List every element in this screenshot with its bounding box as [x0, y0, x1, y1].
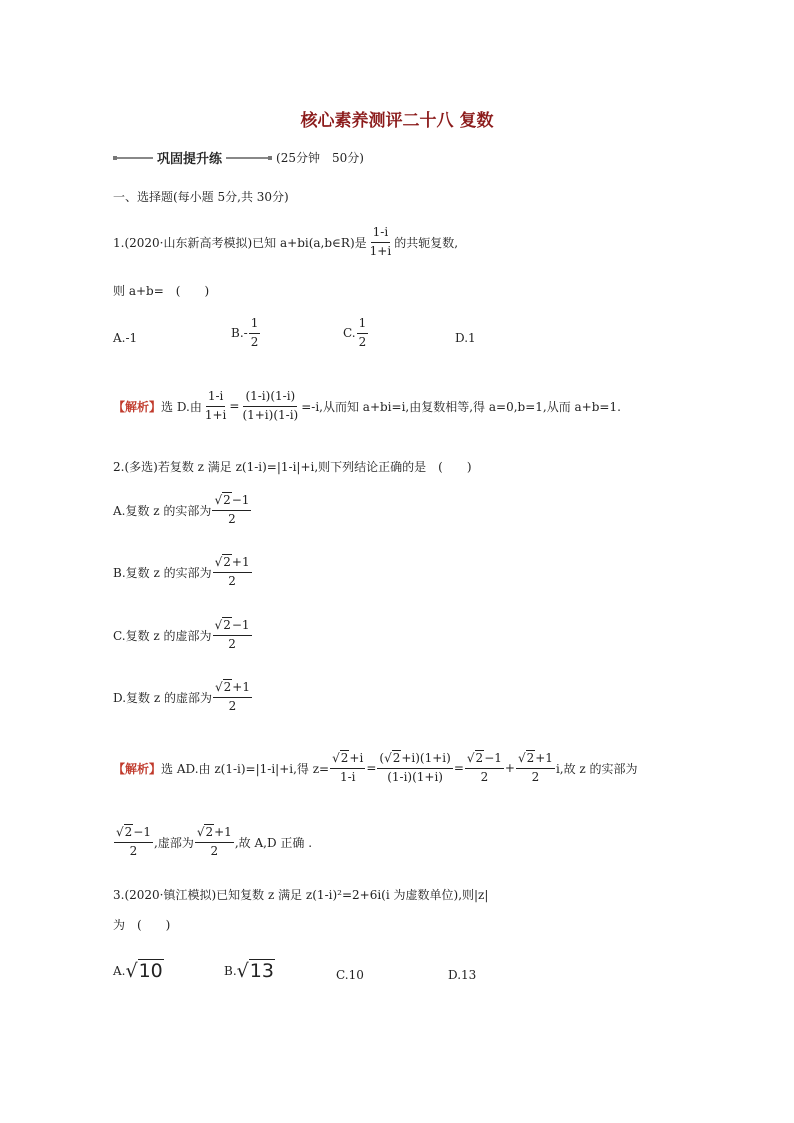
q1-option-c — [343, 317, 369, 350]
section-header — [113, 148, 364, 167]
q2-opt-a-rad: 2 — [223, 493, 231, 507]
a2-f6-den: 2 — [210, 843, 219, 858]
sqrt-icon: √ — [384, 751, 392, 765]
part-heading: 一、选择题(每小题 5分,共 30分) — [113, 190, 289, 204]
q2-opt-d-text: D.复数 z 的虚部为 — [113, 690, 212, 705]
a2-f1-rad: 2 — [340, 751, 349, 765]
sqrt-icon: √ — [466, 751, 475, 765]
q1-opt-b-num: 1 — [249, 317, 261, 334]
sqrt-icon: √ — [214, 618, 223, 632]
sqrt-icon: √ — [517, 751, 526, 765]
answer-2-tag: 【解析】 — [113, 761, 162, 776]
a2-f4-rad: 2 — [526, 751, 535, 765]
sqrt-icon: √ — [332, 751, 340, 765]
sqrt-icon: √ — [214, 555, 223, 569]
a2-f2-rad: 2 — [392, 751, 401, 765]
q1-frac-den: 1+i — [369, 243, 392, 258]
q1-fraction — [368, 226, 394, 259]
a1-text-1: 选 D.由 — [161, 399, 202, 414]
a2-f6-rad: 2 — [205, 825, 214, 839]
a2-plus: + — [504, 761, 515, 776]
q2-opt-c-den: 2 — [228, 636, 236, 651]
a2-f1-tail: +i — [349, 751, 364, 765]
sqrt-icon: √ — [125, 960, 138, 982]
a1-text-2: =-i,从而知 a+bi=i,由复数相等,得 a=0,b=1,从而 a+b=1. — [301, 399, 621, 414]
question-3-stem-b: 为 ( ) — [113, 918, 171, 932]
divider-dot-right — [268, 156, 272, 160]
a2-f4-den: 2 — [531, 769, 540, 784]
q1-option-b — [231, 317, 261, 350]
sqrt-icon: √ — [116, 825, 124, 839]
question-2-stem: 2.(多选)若复数 z 满足 z(1-i)=|1-i|+i,则下列结论正确的是 ( ) — [113, 460, 472, 474]
q3-opt-b-label: B. — [224, 964, 237, 978]
q2-opt-a-text: A.复数 z 的实部为 — [113, 503, 212, 518]
q2-opt-a-den: 2 — [228, 511, 236, 526]
q2-option-b — [113, 556, 253, 589]
sqrt-icon: √ — [196, 825, 205, 839]
answer-2 — [113, 752, 638, 785]
page-title: 核心素养测评二十八 复数 — [300, 111, 494, 131]
a2-f5-den: 2 — [129, 843, 138, 858]
answer-1-tag: 【解析】 — [113, 399, 162, 414]
a2-text-2: i,故 z 的实部为 — [555, 761, 638, 776]
a2-f3-tail: −1 — [484, 751, 502, 765]
q2-opt-d-tail: +1 — [232, 680, 250, 694]
q2-opt-a-tail: −1 — [231, 493, 250, 507]
q3-opt-a-label: A. — [113, 964, 126, 978]
q2-option-d — [113, 681, 253, 714]
a2-f2-den: (1-i)(1+i) — [387, 769, 443, 784]
a2-f3-rad: 2 — [475, 751, 484, 765]
q2-opt-b-tail: +1 — [231, 555, 250, 569]
q1-opt-b-den: 2 — [250, 334, 259, 349]
a1-f2-den: (1+i)(1-i) — [242, 407, 299, 422]
a2-eq-2: = — [453, 761, 464, 776]
a2-f6-tail: +1 — [214, 825, 232, 839]
q1-option-a: A.-1 — [113, 331, 138, 345]
a2-text-4: ,故 A,D 正确 . — [234, 835, 313, 850]
answer-2-line-2 — [113, 826, 312, 859]
q3-option-c: C.10 — [336, 968, 364, 982]
q1-text-b: 的共轭复数, — [394, 235, 459, 250]
q2-opt-d-den: 2 — [228, 698, 237, 713]
question-1-stem — [113, 226, 458, 259]
a2-text-1: 选 AD.由 z(1-i)=|1-i|+i,得 z= — [161, 761, 330, 776]
a1-f1-den: 1+i — [204, 407, 227, 422]
a2-f2-tail: +i)(1+i) — [401, 751, 451, 765]
q1-opt-c-prefix: C. — [343, 326, 356, 341]
q2-option-c — [113, 619, 253, 652]
question-3-stem: 3.(2020·镇江模拟)已知复数 z 满足 z(1-i)²=2+6i(i 为虚数单位),则|z| — [113, 888, 489, 902]
answer-1 — [113, 390, 621, 423]
q3-opt-b-rad: 13 — [249, 960, 274, 982]
sqrt-icon: √ — [214, 493, 223, 507]
a1-f2-num: (1-i)(1-i) — [243, 390, 297, 407]
a1-f1-num: 1-i — [206, 390, 226, 407]
q2-option-a — [113, 494, 252, 527]
q3-opt-a-rad: 10 — [138, 960, 163, 982]
section-time: (25分钟 50分) — [276, 151, 364, 165]
a2-f2-open: ( — [379, 751, 385, 765]
sqrt-icon: √ — [236, 960, 249, 982]
a2-eq-1: = — [366, 761, 377, 776]
a2-text-3: ,虚部为 — [154, 835, 194, 850]
q1-text-a: 1.(2020·山东新高考模拟)已知 a+bi(a,b∈R)是 — [113, 235, 367, 250]
q2-opt-c-tail: −1 — [231, 618, 250, 632]
sqrt-icon: √ — [214, 680, 223, 694]
q2-opt-b-den: 2 — [228, 573, 236, 588]
a2-f4-tail: +1 — [535, 751, 553, 765]
q1-text-c: 则 a+b= ( ) — [113, 284, 210, 298]
q2-opt-c-text: C.复数 z 的虚部为 — [113, 628, 212, 643]
q2-opt-c-rad: 2 — [223, 618, 231, 632]
a1-eq: = — [229, 399, 240, 414]
q2-opt-d-rad: 2 — [223, 680, 232, 694]
q3-option-d: D.13 — [448, 968, 477, 982]
q1-opt-c-den: 2 — [358, 334, 367, 349]
q1-opt-b-prefix: B.- — [231, 326, 248, 341]
a2-f5-rad: 2 — [124, 825, 133, 839]
q1-frac-num: 1-i — [371, 226, 391, 243]
q3-option-b — [224, 960, 275, 982]
q1-option-d: D.1 — [455, 331, 476, 345]
section-label: 巩固提升练 — [157, 152, 223, 167]
a2-f3-den: 2 — [480, 769, 489, 784]
divider-line-right — [226, 157, 268, 159]
q2-opt-b-text: B.复数 z 的实部为 — [113, 565, 212, 580]
q3-option-a — [113, 960, 164, 982]
a2-f1-den: 1-i — [339, 769, 356, 784]
q1-opt-c-num: 1 — [357, 317, 369, 334]
a2-f5-tail: −1 — [133, 825, 151, 839]
divider-line-left — [117, 157, 153, 159]
q2-opt-b-rad: 2 — [223, 555, 231, 569]
